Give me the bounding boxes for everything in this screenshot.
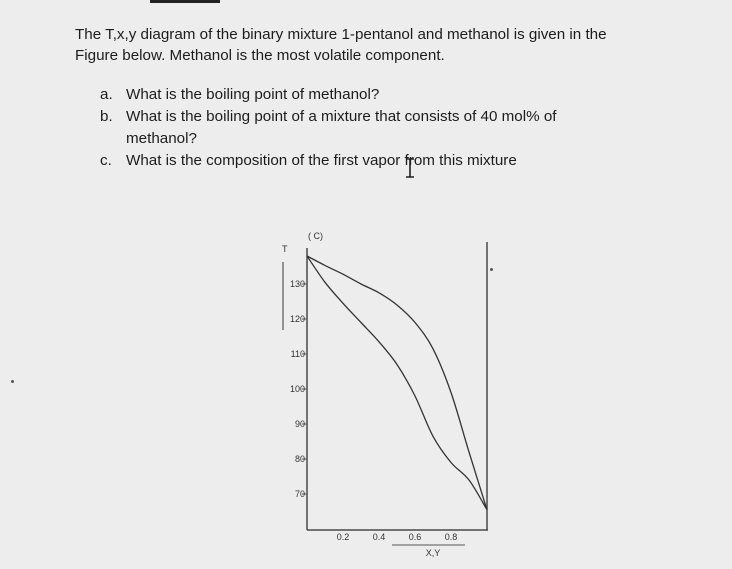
y-axis-label: T (282, 244, 288, 254)
x-tick-label: 0.4 (372, 532, 386, 542)
problem-statement-line-1: The T,x,y diagram of the binary mixture 1-pentanol and methanol is given in the (75, 26, 607, 43)
y-tick-label: 120 (289, 314, 305, 324)
x-tick-label: 0.2 (336, 532, 350, 542)
y-tick-label: 70 (294, 489, 305, 499)
question-a-text: What is the boiling point of methanol? (126, 86, 380, 103)
question-c-text: What is the composition of the first vapor from this mixture (126, 152, 517, 169)
y-tick-label: 110 (290, 349, 305, 359)
question-b-text-continued: methanol? (126, 130, 197, 147)
question-a-letter: a. (100, 86, 113, 103)
x-tick-label: 0.8 (444, 532, 458, 542)
y-tick-label: 80 (294, 454, 305, 464)
x-tick-label: 0.6 (408, 532, 422, 542)
y-tick-label: 90 (294, 419, 305, 429)
problem-statement-line-2: Figure below. Methanol is the most volatile component. (75, 47, 445, 64)
y-tick-label: 100 (289, 384, 305, 394)
lower-equilibrium-curve (307, 256, 487, 510)
question-c-letter: c. (100, 152, 112, 169)
y-tick-label: 130 (289, 279, 305, 289)
y-axis-unit-label: ( C) (308, 231, 323, 241)
x-axis-label: X,Y (425, 548, 441, 558)
question-b-letter: b. (100, 108, 113, 125)
question-b-text: What is the boiling point of a mixture that consists of 40 mol% of (126, 108, 557, 125)
